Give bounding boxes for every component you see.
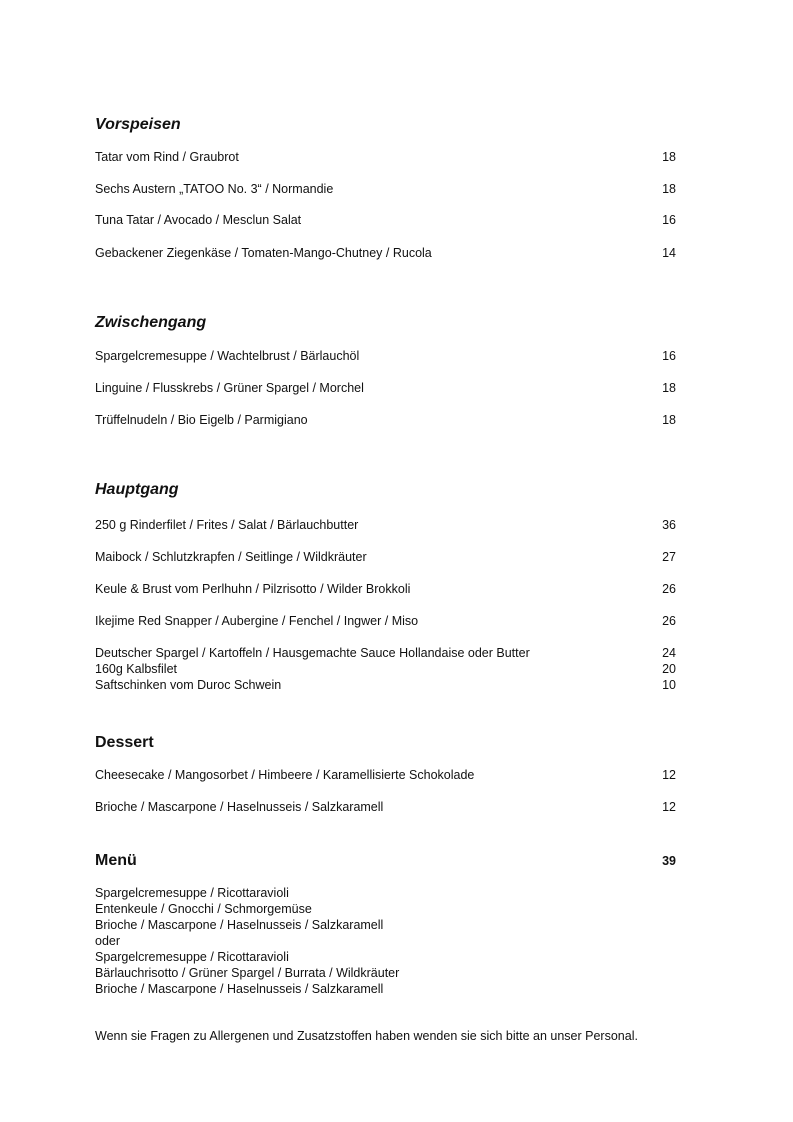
section-heading-menu: Menü — [95, 852, 137, 869]
dish-name: Deutscher Spargel / Kartoffeln / Hausgemachte Sauce Hollandaise oder Butter — [95, 646, 530, 660]
menu-item — [95, 661, 676, 677]
dish-price: 18 — [662, 150, 676, 164]
dish-price: 27 — [662, 550, 676, 564]
dish-name: Trüffelnudeln / Bio Eigelb / Parmigiano — [95, 413, 308, 427]
menu-price: 39 — [662, 854, 676, 868]
menu-item — [95, 245, 676, 261]
dish-name: Keule & Brust vom Perlhuhn / Pilzrisotto / Wilder Brokkoli — [95, 582, 411, 596]
dish-price: 18 — [662, 413, 676, 427]
dish-price: 18 — [662, 182, 676, 196]
dish-name: Cheesecake / Mangosorbet / Himbeere / Karamellisierte Schokolade — [95, 768, 475, 782]
menu-course-line: Brioche / Mascarpone / Haselnusseis / Salzkaramell — [95, 982, 384, 996]
dish-name: Ikejime Red Snapper / Aubergine / Fenchel / Ingwer / Miso — [95, 614, 419, 628]
dish-price: 16 — [662, 213, 676, 227]
dish-name: Sechs Austern „TATOO No. 3“ / Normandie — [95, 182, 334, 196]
dish-price: 24 — [662, 646, 676, 660]
section-heading-hauptgang: Hauptgang — [95, 481, 179, 498]
dish-price: 12 — [662, 800, 676, 814]
menu-item — [95, 149, 676, 165]
menu-item — [95, 613, 676, 629]
dish-price: 26 — [662, 614, 676, 628]
menu-course-line: Entenkeule / Gnocchi / Schmorgemüse — [95, 902, 312, 916]
section-heading-zwischengang: Zwischengang — [95, 314, 207, 331]
menu-item — [95, 412, 676, 428]
menu-item — [95, 581, 676, 597]
menu-course-line: Bärlauchrisotto / Grüner Spargel / Burrata / Wildkräuter — [95, 966, 400, 980]
dish-name: Spargelcremesuppe / Wachtelbrust / Bärlauchöl — [95, 349, 360, 363]
dish-price: 16 — [662, 349, 676, 363]
dish-name: 250 g Rinderfilet / Frites / Salat / Bärlauchbutter — [95, 518, 359, 532]
dish-price: 14 — [662, 246, 676, 260]
dish-price: 36 — [662, 518, 676, 532]
allergen-note: Wenn sie Fragen zu Allergenen und Zusatzstoffen haben wenden sie sich bitte an unser Personal. — [95, 1029, 638, 1043]
menu-item — [95, 212, 676, 228]
menu-item — [95, 181, 676, 197]
menu-item — [95, 549, 676, 565]
menu-item — [95, 645, 676, 661]
menu-item — [95, 799, 676, 815]
dish-name: 160g Kalbsfilet — [95, 662, 178, 676]
dish-name: Tatar vom Rind / Graubrot — [95, 150, 239, 164]
dish-price: 26 — [662, 582, 676, 596]
menu-item — [95, 677, 676, 693]
menu-item — [95, 767, 676, 783]
dish-name: Gebackener Ziegenkäse / Tomaten-Mango-Chutney / Rucola — [95, 246, 432, 260]
menu-course-line: Brioche / Mascarpone / Haselnusseis / Salzkaramell — [95, 918, 384, 932]
menu-page — [95, 0, 676, 1122]
menu-item — [95, 348, 676, 364]
menu-item — [95, 380, 676, 396]
dish-price: 18 — [662, 381, 676, 395]
section-heading-vorspeisen: Vorspeisen — [95, 116, 181, 133]
menu-item — [95, 517, 676, 533]
dish-price: 12 — [662, 768, 676, 782]
dish-price: 20 — [662, 662, 676, 676]
dish-price: 10 — [662, 678, 676, 692]
menu-course-line: oder — [95, 934, 121, 948]
section-heading-dessert: Dessert — [95, 734, 154, 751]
menu-course-line: Spargelcremesuppe / Ricottaravioli — [95, 950, 289, 964]
dish-name: Saftschinken vom Duroc Schwein — [95, 678, 282, 692]
dish-name: Maibock / Schlutzkrapfen / Seitlinge / Wildkräuter — [95, 550, 367, 564]
dish-name: Tuna Tatar / Avocado / Mesclun Salat — [95, 213, 302, 227]
menu-course-line: Spargelcremesuppe / Ricottaravioli — [95, 886, 289, 900]
dish-name: Brioche / Mascarpone / Haselnusseis / Salzkaramell — [95, 800, 384, 814]
dish-name: Linguine / Flusskrebs / Grüner Spargel / Morchel — [95, 381, 364, 395]
